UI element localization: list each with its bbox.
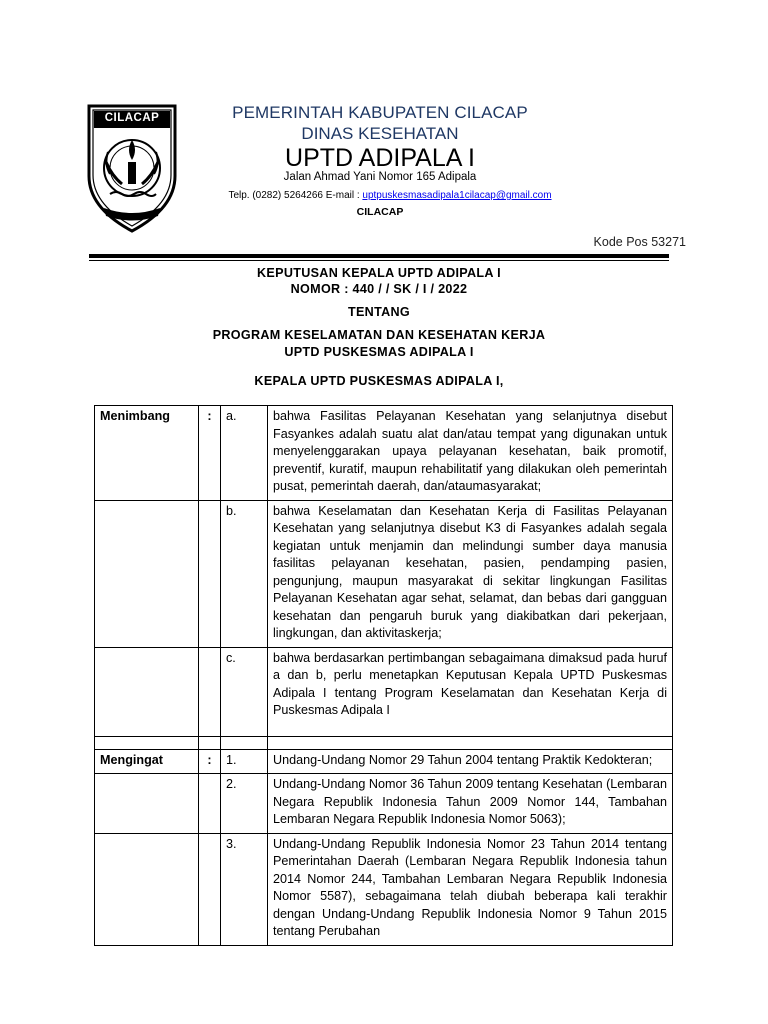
table-row xyxy=(95,749,673,774)
decree-table xyxy=(94,405,673,946)
item-number: 3. xyxy=(221,833,268,945)
postal-code: Kode Pos 53271 xyxy=(593,235,686,249)
item-text: Undang-Undang Republik Indonesia Nomor 23 Tahun 2014 tentang Pemerintahan Daerah (Lembaran Negara Republik Indonesia tahun 2014 Nomor 244, Tambahan Lembaran Negara Republik Indonesia Nomor 5587), sebagaimana telah diubah beberapa kali terakhir dengan Undang-Undang Republik Indonesia Nomor 9 Tahun 2015 tentang Perubahan xyxy=(268,833,673,945)
email-link[interactable]: uptpuskesmasadipala1cilacap@gmail.com xyxy=(362,190,552,201)
item-text: Undang-Undang Nomor 29 Tahun 2004 tentang Praktik Kedokteran; xyxy=(268,749,673,774)
item-number: 2. xyxy=(221,774,268,834)
item-number: 1. xyxy=(221,749,268,774)
header-divider-thin xyxy=(89,260,669,261)
item-text: bahwa Keselamatan dan Kesehatan Kerja di Fasilitas Pelayanan Kesehatan yang selanjutnya disebut K3 di Fasyankes adalah segala kegiatan untuk menjamin dan melindungi sumber daya manusia fasilitas pelayanan kesehatan, pasien, pendamping pasien, pengunjung, maupun masyarakat di sekitar lingkungan Fasilitas Pelayanan Kesehatan agar sehat, selamat, dan bebas dari gangguan kesehatan dan pengaruh buruk yang diakibatkan dari pekerjaan, lingkungan, dan aktivitaskerja; xyxy=(268,500,673,647)
cilacap-coat-of-arms-logo xyxy=(86,104,178,234)
about-heading: TENTANG xyxy=(347,305,411,319)
item-text: bahwa Fasilitas Pelayanan Kesehatan yang selanjutnya disebut Fasyankes adalah suatu alat dan/atau tempat yang digunakan untuk menyelenggarakan upaya pelayanan kesehatan, baik promotif, preventif, kuratif, maupun rehabilitatif yang dilakukan oleh pemerintah pusat, pemerintah daerah, dan/ataumasyarakat; xyxy=(268,406,673,501)
government-name: PEMERINTAH KABUPATEN CILACAP xyxy=(232,103,528,122)
address: Jalan Ahmad Yani Nomor 165 Adipala xyxy=(283,171,477,183)
table-spacer-row xyxy=(95,736,673,749)
agency-name: DINAS KESEHATAN xyxy=(301,124,459,143)
table-row xyxy=(95,647,673,736)
program-title: PROGRAM KESELAMATAN DAN KESEHATAN KERJA xyxy=(212,328,546,342)
table-row xyxy=(95,406,673,501)
issuer-heading: KEPALA UPTD PUSKESMAS ADIPALA I, xyxy=(254,374,504,388)
table-row xyxy=(95,774,673,834)
table-row xyxy=(95,500,673,647)
decree-number: NOMOR : 440 / / SK / I / 2022 xyxy=(290,282,468,296)
logo-banner-text: CILACAP xyxy=(104,112,160,124)
colon: : xyxy=(199,749,221,774)
item-text: Undang-Undang Nomor 36 Tahun 2009 tentang Kesehatan (Lembaran Negara Republik Indonesia Tahun 2009 Nomor 144, Tambahan Lembaran Negara Republik Indonesia Nomor 5063); xyxy=(268,774,673,834)
item-text: bahwa berdasarkan pertimbangan sebagaimana dimaksud pada huruf a dan b, perlu menetapkan Keputusan Kepala UPTD Puskesmas Adipala I tentang Program Keselamatan dan Kesehatan Kerja di Puskesmas Adipala I xyxy=(268,647,673,736)
mengingat-label: Mengingat xyxy=(95,749,199,774)
phone-label: Telp. (0282) 5264266 E-mail : xyxy=(228,190,363,201)
decree-title: KEPUTUSAN KEPALA UPTD ADIPALA I xyxy=(257,266,501,280)
header-divider-thick xyxy=(89,254,669,258)
item-number: b. xyxy=(221,500,268,647)
unit-name: UPTD ADIPALA I xyxy=(285,144,475,172)
city: CILACAP xyxy=(356,206,404,218)
contact-line xyxy=(160,190,620,201)
item-number: c. xyxy=(221,647,268,736)
item-number: a. xyxy=(221,406,268,501)
menimbang-label: Menimbang xyxy=(95,406,199,501)
table-row xyxy=(95,833,673,945)
program-subtitle: UPTD PUSKESMAS ADIPALA I xyxy=(284,345,474,359)
colon: : xyxy=(199,406,221,501)
